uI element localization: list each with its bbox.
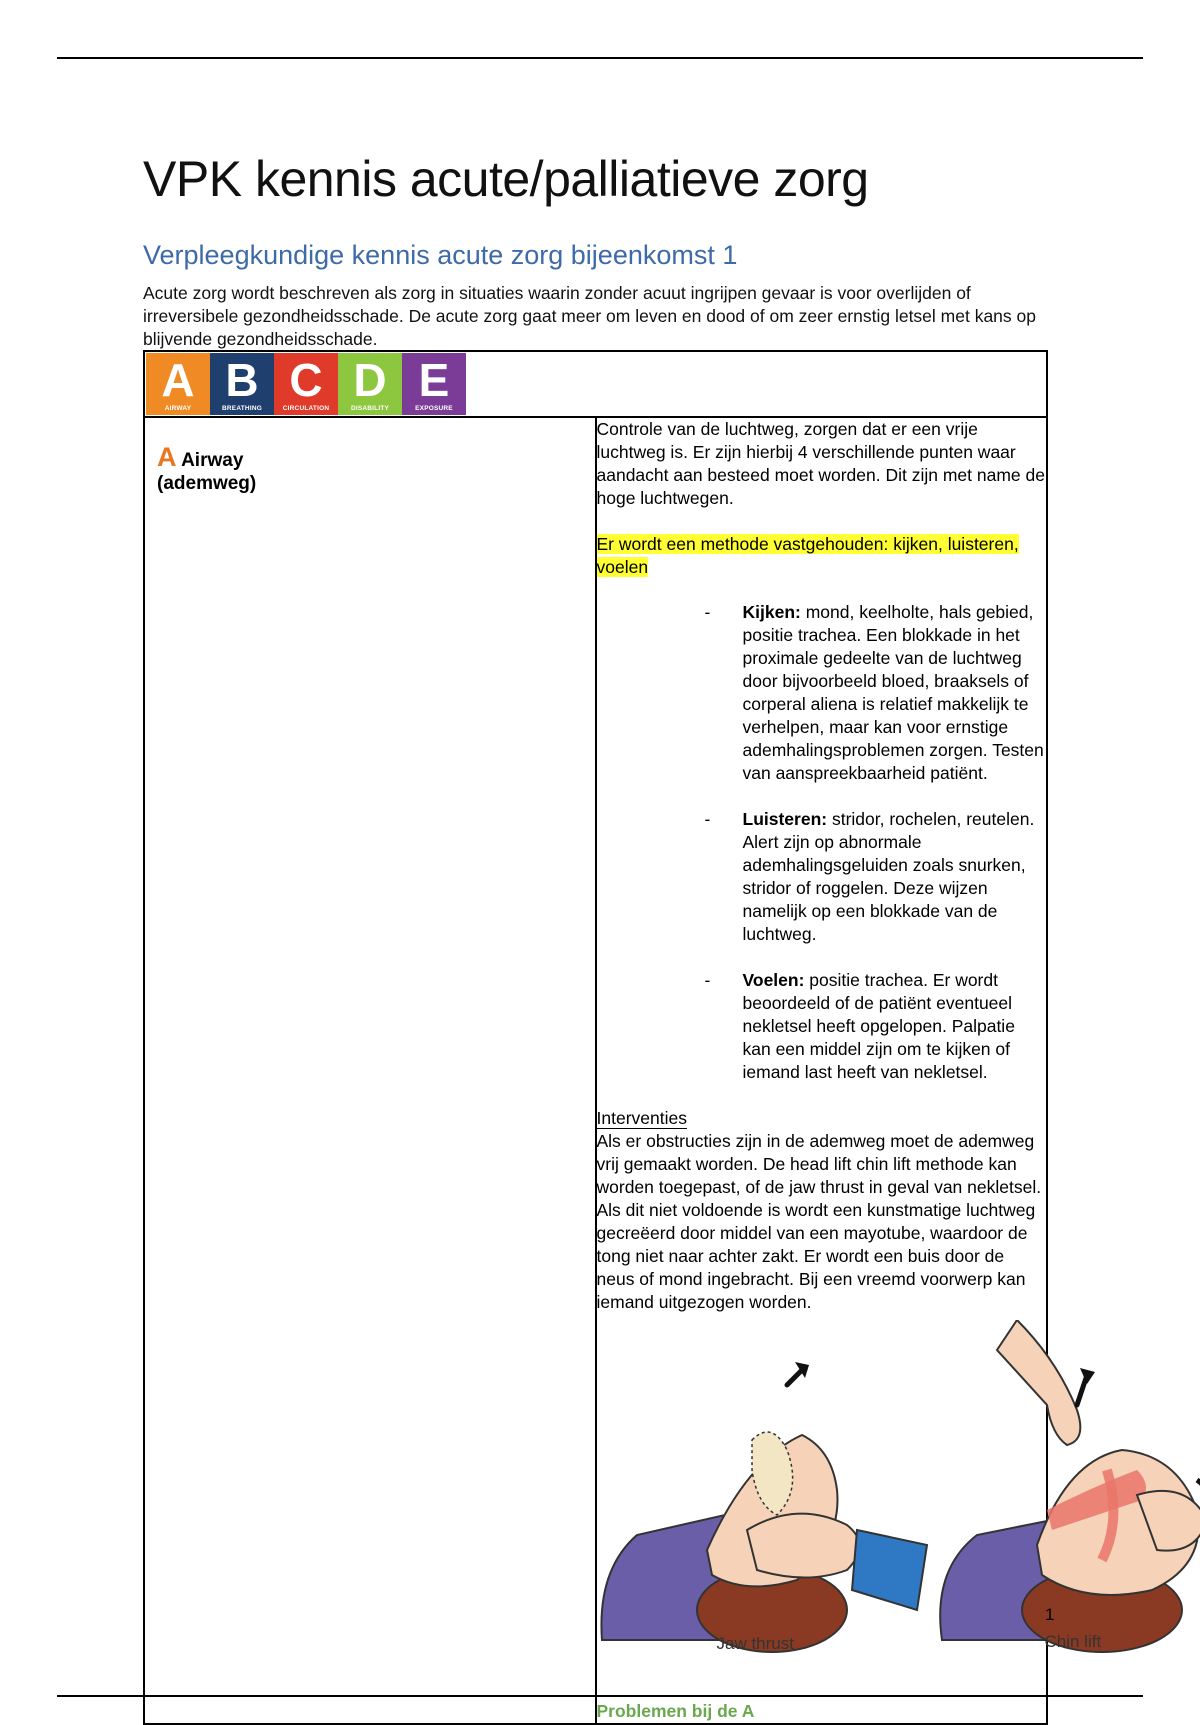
abcde-tile-a: A AIRWAY <box>146 353 210 415</box>
footer-rule <box>57 1695 1143 1697</box>
list-item: - Kijken: mond, keelholte, hals gebied, positie trachea. Een blokkade in het proximale gedeelte van de luchtweg door bijvoorbeeld bloed, braaksels of corperal aliena is relatief makkelijk te verhelpen, maar kan voor ernstige ademhalingsproblemen zorgen. Testen van aanspreekbaarheid patiënt. <box>597 601 1047 785</box>
interventions-text: Als er obstructies zijn in de ademweg moet de ademweg vrij gemaakt worden. De head lift chin lift methode kan worden toegepast, of de jaw thrust in geval van nekletsel. Als dit niet voldoende is wordt een kunstmatige luchtweg gecreëerd door middel van een mayotube, waardoor de tong niet naar achter zakt. Er wordt een buis door de neus of mond ingebracht. Bij een vreemd voorwerp kan iemand uitgezogen worden. <box>597 1130 1047 1314</box>
abcde-table <box>143 350 1048 1725</box>
airway-content-cell <box>596 417 1048 1724</box>
abcde-tile-b: B BREATHING <box>210 353 274 415</box>
intro-paragraph: Acute zorg wordt beschreven als zorg in situaties waarin zonder acuut ingrijpen gevaar is voor overlijden of irreversibele gezondheidsschade. De acute zorg gaat meer om leven en dood of om zeer ernstig letsel met kans op blijvende gezondheidsschade. <box>143 282 1063 351</box>
airway-label-cell <box>144 417 596 1724</box>
interventions-heading: Interventies <box>597 1108 687 1129</box>
page-number: 1 <box>1045 1605 1054 1625</box>
document-title: VPK kennis acute/palliatieve zorg <box>143 150 869 208</box>
jaw-thrust-figure <box>601 1362 927 1652</box>
airway-label-line1: Airway <box>181 450 243 471</box>
check-term: Voelen: <box>743 970 805 990</box>
header-rule <box>57 57 1143 59</box>
chin-lift-figure <box>940 1320 1200 1652</box>
abcde-tile-e: E EXPOSURE <box>402 353 466 415</box>
airway-checks-list <box>597 601 1047 1084</box>
list-item: - Voelen: positie trachea. Er wordt beoordeeld of de patiënt eventueel nekletsel heeft opgelopen. Palpatie kan een middel zijn om te kijken of iemand last heeft van nekletsel. <box>597 969 1047 1084</box>
airway-letter: A <box>157 442 177 472</box>
airway-description: Controle van de luchtweg, zorgen dat er een vrije luchtweg is. Er zijn hierbij 4 verschillende punten waar aandacht aan besteed moet worden. Dit zijn met name de hoge luchtwegen. <box>597 418 1047 510</box>
check-text: stridor, rochelen, reutelen. Alert zijn op abnormale ademhalingsgeluiden zoals snurken, stridor of roggelen. Deze wijzen namelijk op een blokkade van de luchtweg. <box>743 809 1035 944</box>
check-term: Luisteren: <box>743 809 828 829</box>
airway-label-line2: (ademweg) <box>157 473 256 494</box>
airway-illustration <box>597 1320 1200 1700</box>
check-text: mond, keelholte, hals gebied, positie trachea. Een blokkade in het proximale gedeelte van de luchtweg door bijvoorbeeld bloed, braaksels of corperal aliena is relatief makkelijk te verhelpen, maar kan voor ernstige ademhalingsproblemen zorgen. Testen van aanspreekbaarheid patiënt. <box>743 602 1044 783</box>
problems-heading: Problemen bij de A <box>597 1700 1047 1723</box>
abcde-logo <box>146 353 1046 415</box>
abcde-tile-d: D DISABILITY <box>338 353 402 415</box>
airway-label <box>145 418 595 495</box>
list-item: - Luisteren: stridor, rochelen, reutelen. Alert zijn op abnormale ademhalingsgeluiden zoals snurken, stridor of roggelen. Deze wijzen namelijk op een blokkade van de luchtweg. <box>597 808 1047 946</box>
check-term: Kijken: <box>743 602 801 622</box>
check-text: positie trachea. Er wordt beoordeeld of de patiënt eventueel nekletsel heeft opgelopen. Palpatie kan een middel zijn om te kijken of iemand last heeft van nekletsel. <box>743 970 1015 1082</box>
jaw-thrust-caption: Jaw thrust <box>717 1632 794 1655</box>
abcde-tile-c: C CIRCULATION <box>274 353 338 415</box>
chin-lift-caption: Chin lift <box>1045 1630 1102 1653</box>
abcde-logo-cell <box>144 351 1047 417</box>
airway-maneuvers-image <box>597 1320 1200 1700</box>
airway-method-highlight: Er wordt een methode vastgehouden: kijken, luisteren, voelen <box>597 534 1019 577</box>
document-subtitle: Verpleegkundige kennis acute zorg bijeenkomst 1 <box>143 240 737 271</box>
